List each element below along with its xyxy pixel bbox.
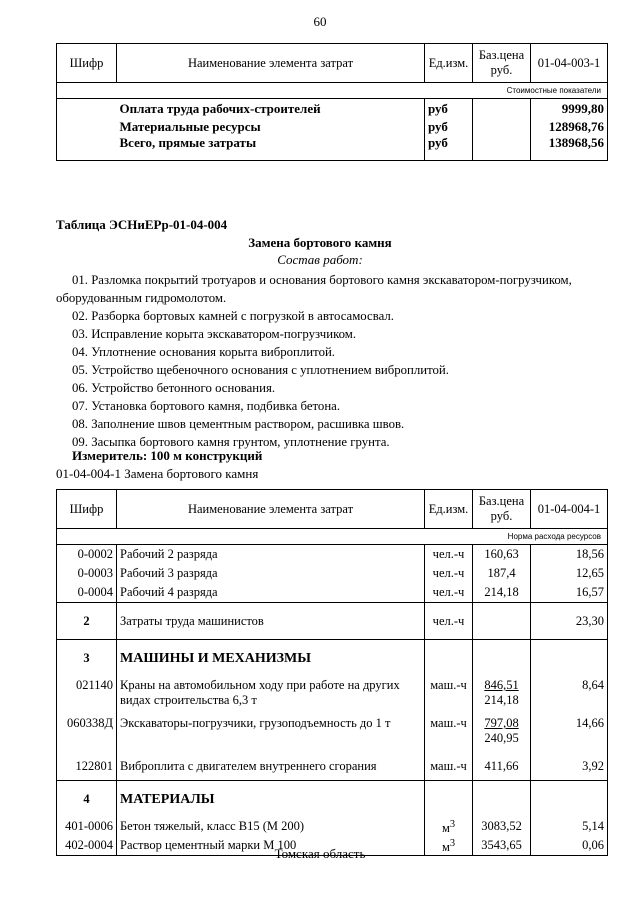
list-item: 07. Установка бортового камня, подбивка бетона.	[72, 399, 341, 413]
header-table-id: 01-04-003-1	[531, 44, 608, 83]
work-subtitle: Состав работ:	[277, 252, 363, 267]
table-subheader: Стоимостные показатели	[57, 83, 608, 99]
table-row: 402-0004 Раствор цементный марки М 100 $м^3$ 3543,65 0,06	[57, 836, 608, 856]
header-price: Баз.цена руб.	[473, 490, 531, 529]
table-row: 0-0004 Рабочий 4 разряда чел.-ч 214,18 16,57	[57, 583, 608, 603]
header-price: Баз.цена руб.	[473, 44, 531, 83]
header-code: Шифр	[57, 490, 117, 529]
table-subheader: Норма расхода ресурсов	[57, 529, 608, 545]
table-row: 122801 Виброплита с двигателем внутреннего сгорания маш.-ч 411,66 3,92	[57, 752, 608, 781]
page-number: 60	[313, 14, 327, 29]
header-name: Наименование элемента затрат	[117, 490, 425, 529]
header-table-id: 01-04-004-1	[531, 490, 608, 529]
table-header-row	[57, 44, 608, 83]
table-row: Оплата труда рабочих-строителей руб 9999,80	[57, 99, 608, 118]
list-item: 06. Устройство бетонного основания.	[72, 381, 276, 395]
table-row: 060338Д Экскаваторы-погрузчики, грузоподъемность до 1 т маш.-ч 797,08 240,95 14,66	[57, 714, 608, 752]
list-item: 01. Разломка покрытий тротуаров и основания бортового камня экскаватором-погрузчиком,	[72, 273, 572, 287]
table-row: Всего, прямые затраты руб 138968,56	[57, 135, 608, 161]
list-item: 03. Исправление корыта экскаватором-погрузчиком.	[72, 327, 357, 341]
header-code: Шифр	[57, 44, 117, 83]
list-item: 09. Засыпка бортового камня грунтом, уплотнение грунта.	[72, 435, 390, 449]
list-item: оборудованным гидромолотом.	[56, 291, 227, 305]
measure-unit: Измеритель: 100 м конструкций	[72, 448, 263, 463]
table-row: Материальные ресурсы руб 128968,76	[57, 117, 608, 135]
header-unit: Ед.изм.	[425, 44, 473, 83]
table-row: 0-0003 Рабочий 3 разряда чел.-ч 187,4 12,65	[57, 564, 608, 583]
list-item: 05. Устройство щебеночного основания с уплотнением виброплитой.	[72, 363, 449, 377]
table-row: 401-0006 Бетон тяжелый, класс В15 (М 200) $м^3$ 3083,52 5,14	[57, 817, 608, 836]
work-list	[56, 271, 616, 451]
table-title: Таблица ЭСНиЕРр-01-04-004	[56, 217, 228, 232]
work-title: Замена бортового камня	[248, 235, 392, 250]
norm-code-line: 01-04-004-1 Замена бортового камня	[56, 466, 259, 481]
table-row: 021140 Краны на автомобильном ходу при работе на других видах строительства 6,3 т маш.-ч 846,51 214,18 8,64	[57, 676, 608, 714]
table-header-row	[57, 490, 608, 529]
header-name: Наименование элемента затрат	[117, 44, 425, 83]
section-row: 3 МАШИНЫ И МЕХАНИЗМЫ	[57, 640, 608, 677]
footer-region: Томская область	[274, 846, 366, 861]
section-row: 4 МАТЕРИАЛЫ	[57, 781, 608, 818]
table-row: 0-0002 Рабочий 2 разряда чел.-ч 160,63 18,56	[57, 545, 608, 565]
resource-table-01-04-004-1	[56, 489, 608, 856]
cost-table-01-04-003-1	[56, 43, 608, 161]
header-unit: Ед.изм.	[425, 490, 473, 529]
list-item: 08. Заполнение швов цементным раствором, расшивка швов.	[72, 417, 405, 431]
table-row: 2 Затраты труда машинистов чел.-ч 23,30	[57, 603, 608, 640]
list-item: 02. Разборка бортовых камней с погрузкой в автосамосвал.	[72, 309, 394, 323]
list-item: 04. Уплотнение основания корыта виброплитой.	[72, 345, 336, 359]
